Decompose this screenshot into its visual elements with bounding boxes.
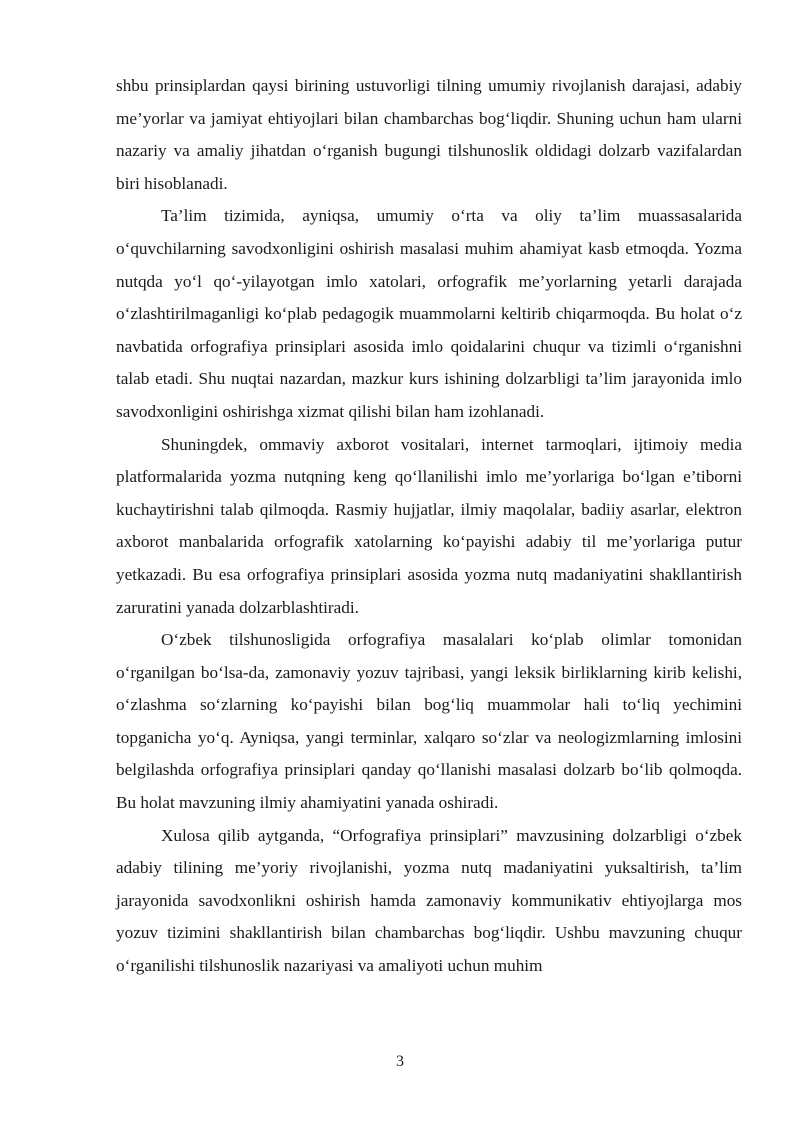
paragraph-linguistics: O‘zbek tilshunosligida orfografiya masalalari ko‘plab olimlar tomonidan o‘rganilgan bo‘lsa-da, zamonaviy yozuv tajribasi, yangi leksik birliklarning kirib kelishi, o‘zlashma so‘zlarning ko‘payishi bilan bog‘liq muammolar hali to‘liq yechimini topganicha yo‘q. Ayniqsa, yangi terminlar, xalqaro so‘zlar va neologizmlarning imlosini belgilashda orfografiya prinsiplari qanday qo‘llanishi masalasi dolzarb bo‘lib qolmoqda. Bu holat mavzuning ilmiy ahamiyatini yanada oshiradi. bbox=[116, 630, 742, 813]
document-body bbox=[116, 70, 742, 983]
page-number: 3 bbox=[396, 1053, 404, 1070]
paragraph-conclusion: Xulosa qilib aytganda, “Orfografiya prinsiplari” mavzusining dolzarbligi o‘zbek adabiy tilining me’yoriy rivojlanishi, yozma nutq madaniyatini yuksaltirish, ta’lim jarayonida savodxonlikni oshirish hamda zamonaviy kommunikativ ehtiyojlarga mos yozuv tizimini shakllantirish bilan chambarchas bog‘liqdir. Ushbu mavzuning chuqur o‘rganilishi tilshunoslik nazariyasi va amaliyoti uchun muhim bbox=[116, 825, 742, 976]
paragraph-media: Shuningdek, ommaviy axborot vositalari, internet tarmoqlari, ijtimoiy media platformalarida yozma nutqning keng qo‘llanilishi imlo me’yorlariga bo‘lgan e’tiborni kuchaytirishni talab qilmoqda. Rasmiy hujjatlar, ilmiy maqolalar, badiiy asarlar, elektron axborot manbalarida orfografik xatolarning ko‘payishi adabiy til me’yorlariga putur yetkazadi. Bu esa orfografiya prinsiplari asosida yozma nutq madaniyatini shakllantirish zaruratini yanada dolzarblashtiradi. bbox=[116, 434, 742, 617]
paragraph-continuation: shbu prinsiplardan qaysi birining ustuvorligi tilning umumiy rivojlanish darajasi, adabiy me’yorlar va jamiyat ehtiyojlari bilan chambarchas bog‘liqdir. Shuning uchun ham ularni nazariy va amaliy jihatdan o‘rganish bugungi tilshunoslik oldidagi dolzarb vazifalardan biri hisoblanadi. bbox=[116, 76, 742, 193]
paragraph-education: Ta’lim tizimida, ayniqsa, umumiy o‘rta va oliy ta’lim muassasalarida o‘quvchilarning savodxonligini oshirish masalasi muhim ahamiyat kasb etmoqda. Yozma nutqda yo‘l qo‘-yilayotgan imlo xatolari, orfografik me’yorlarning yetarli darajada o‘zlashtirilmaganligi ko‘plab pedagogik muammolarni keltirib chiqarmoqda. Bu holat o‘z navbatida orfografiya prinsiplari asosida imlo qoidalarini chuqur va tizimli o‘rganishni talab etadi. Shu nuqtai nazardan, mazkur kurs ishining dolzarbligi ta’lim jarayonida imlo savodxonligini oshirishga xizmat qilishi bilan ham izohlanadi. bbox=[116, 206, 742, 421]
